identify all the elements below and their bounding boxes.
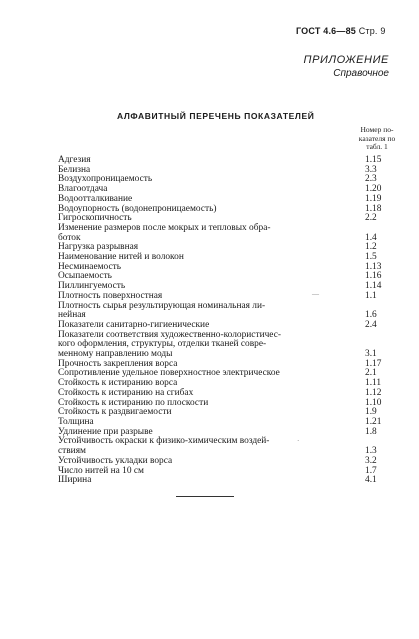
indicator-ref: 3.2 [365, 455, 377, 466]
indicator-ref: 1.2 [365, 242, 377, 253]
indicator-ref: 1.3 [365, 446, 377, 457]
list-item [58, 437, 393, 456]
list-item [58, 224, 393, 243]
index-list [58, 156, 393, 486]
scan-mark: · [297, 437, 300, 445]
indicator-ref: 1.13 [365, 261, 382, 272]
list-item [58, 331, 393, 360]
indicator-name: Плотность сырья результирующая номинальная ли- нейная [58, 300, 266, 321]
indicator-name: Изменение размеров после мокрых и тепловых обра- боток [58, 222, 271, 243]
page-header [296, 26, 386, 36]
indicator-name: Осыпаемость [58, 271, 112, 282]
list-item [58, 156, 393, 166]
indicator-name: Ширина [58, 475, 92, 486]
indicator-ref: 4.1 [365, 475, 377, 486]
indicator-name: Удлинение при разрыве [58, 426, 153, 437]
indicator-name: Число нитей на 10 см [58, 465, 144, 476]
list-item [58, 467, 393, 477]
document-title: АЛФАВИТНЫЙ ПЕРЕЧЕНЬ ПОКАЗАТЕЛЕЙ [117, 111, 315, 121]
indicator-ref: 1.9 [365, 407, 377, 418]
indicator-ref: 3.3 [365, 164, 377, 175]
indicator-ref: 1.1 [365, 290, 377, 301]
indicator-ref: 2.1 [365, 368, 377, 379]
indicator-ref: 1.14 [365, 281, 382, 292]
indicator-name: Стойкость к истиранию на сгибах [58, 387, 194, 398]
indicator-ref: 1.7 [365, 465, 377, 476]
indicator-name: Показатели санитарно-гигиенические [58, 319, 210, 330]
indicator-ref: 1.18 [365, 203, 382, 214]
indicator-ref: 3.1 [365, 349, 377, 360]
scan-mark: — [312, 290, 319, 298]
indicator-ref: 2.2 [365, 213, 377, 224]
indicator-ref: 1.21 [365, 416, 382, 427]
indicator-ref: 1.17 [365, 358, 382, 369]
indicator-name: Наименование нитей и волокон [58, 252, 184, 263]
list-item [58, 476, 393, 486]
indicator-ref: 1.6 [365, 310, 377, 321]
appendix-subtitle: Справочное [333, 68, 389, 79]
indicator-ref: 1.10 [365, 397, 382, 408]
indicator-name: Сопротивление удельное поверхностное электрическое [58, 368, 280, 379]
indicator-name: Устойчивость укладки ворса [58, 455, 173, 466]
indicator-name: Адгезия [58, 155, 91, 165]
list-item [58, 175, 393, 185]
indicator-name: Устойчивость окраски к физико-химическим воздей- ствиям [58, 436, 270, 457]
indicator-ref: 2.3 [365, 174, 377, 185]
indicator-ref: 1.19 [365, 193, 382, 204]
indicator-ref: 2.4 [365, 319, 377, 330]
indicator-name: Стойкость к истиранию по плоскости [58, 397, 209, 408]
indicator-name: Белизна [58, 164, 91, 175]
indicator-name: Прочность закрепления ворса [58, 358, 178, 369]
indicator-name: Плотность поверхностная [58, 290, 163, 301]
indicator-name: Водоотталкивание [58, 193, 133, 204]
indicator-name: Стойкость к истиранию ворса [58, 378, 178, 389]
page-label: Стр. 9 [358, 26, 386, 36]
indicator-ref: 1.20 [365, 184, 382, 195]
list-item [58, 408, 393, 418]
indicator-ref: 1.12 [365, 387, 382, 398]
indicator-name: Пиллингуемость [58, 281, 126, 292]
indicator-ref: 1.8 [365, 426, 377, 437]
standard-number: ГОСТ 4.6—85 [296, 26, 356, 36]
indicator-name: Гигроскопичность [58, 213, 132, 224]
appendix-label [304, 54, 389, 79]
indicator-ref: 1.11 [365, 378, 382, 389]
indicator-name: Влагоотдача [58, 184, 108, 195]
indicator-name: Водоупорность (водонепроницаемость) [58, 203, 217, 214]
indicator-ref: 1.5 [365, 252, 377, 263]
indicator-ref: 1.4 [365, 232, 377, 243]
indicator-ref: 1.16 [365, 271, 382, 282]
column-header: Номер по- казателя по табл. 1 [358, 125, 396, 151]
indicator-name: Стойкость к раздвигаемости [58, 407, 172, 418]
appendix-title: ПРИЛОЖЕНИЕ [303, 54, 389, 66]
indicator-ref: 1.15 [365, 155, 382, 165]
indicator-name: Воздухопроницаемость [58, 174, 153, 185]
indicator-name: Несминаемость [58, 261, 122, 272]
indicator-name: Показатели соответствия художественно-колористичес- кого оформления, структуры, отделки тканей совре- менному направлению моды [58, 329, 281, 360]
end-rule [176, 496, 234, 497]
indicator-name: Нагрузка разрывная [58, 242, 139, 253]
list-item [58, 302, 393, 321]
indicator-name: Толщина [58, 416, 94, 427]
